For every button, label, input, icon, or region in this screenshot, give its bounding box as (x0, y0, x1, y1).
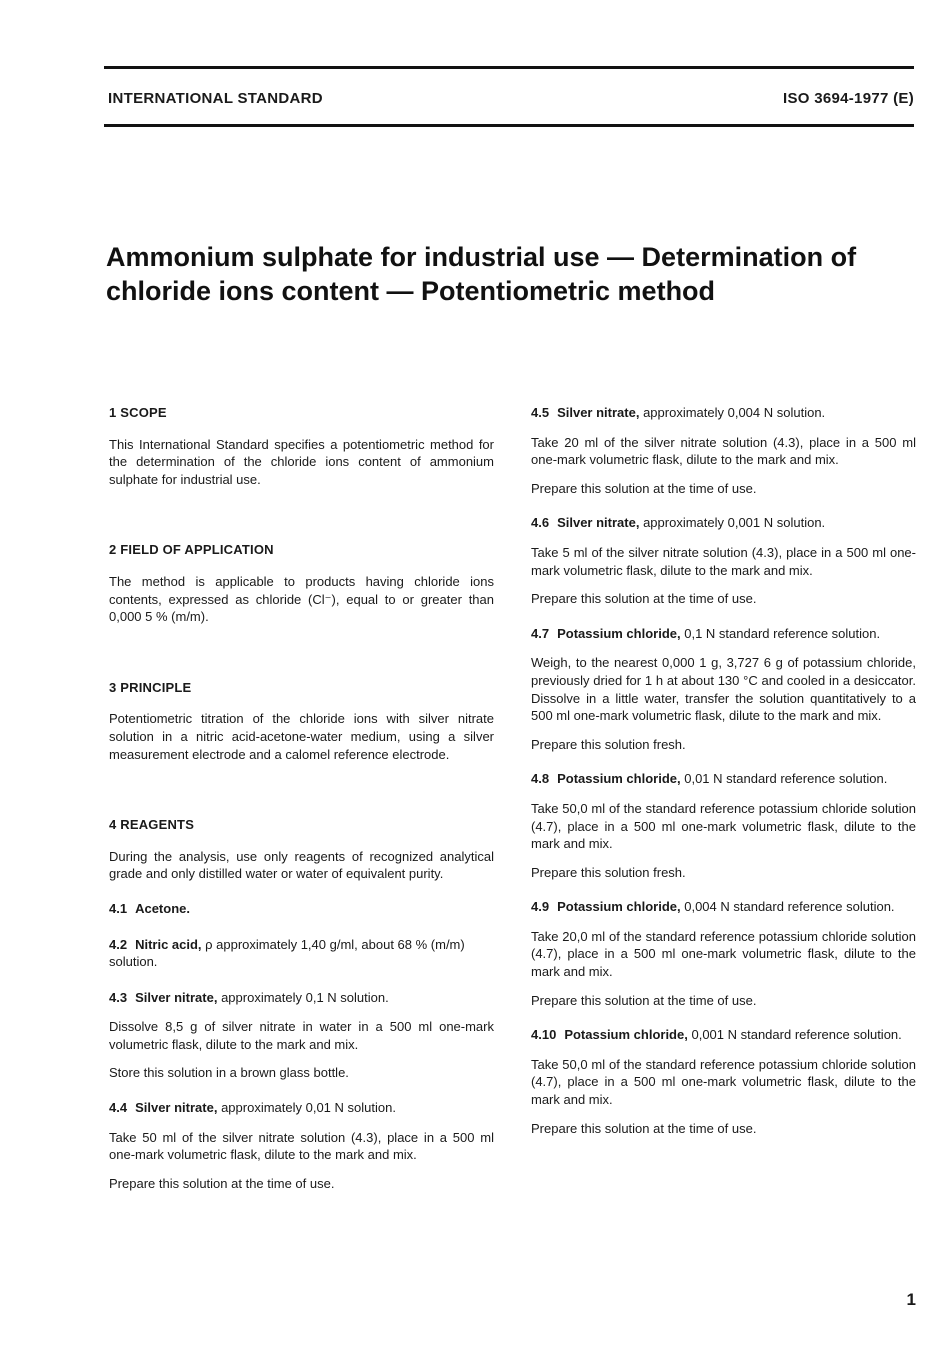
document-title (106, 240, 906, 308)
reagent-4-4-heading (109, 1099, 494, 1117)
section-heading-reagents: 4 REAGENTS (109, 817, 195, 833)
reagent-4-7-text: Weigh, to the nearest 0,000 1 g, 3,727 6 g of potassium chloride, previously dried for 1 h at about 130 °C and cooled in a desiccator. Dissolve in a little water, transfer the solution quantitatively to a 500 ml one-mark volumetric flask, dilute to the mark and mix. (531, 655, 916, 724)
reagent-name: Acetone. (135, 900, 190, 916)
section-heading-scope: 1 SCOPE (109, 405, 167, 420)
principle-text: Potentiometric titration of the chloride ions with silver nitrate solution in a nitric acid-acetone-water medium, using a silver measurement electrode and a calomel reference electrode. (109, 711, 494, 762)
reagent-number: 4.2 (109, 936, 128, 952)
reagent-description: approximately 0,1 N solution. (217, 989, 389, 1005)
reagent-4-3-note: Store this solution in a brown glass bottle. (109, 1065, 349, 1081)
reagent-name: Potassium chloride, (564, 1027, 688, 1043)
reagents-text: During the analysis, use only reagents of recognized analytical grade and only distilled water or water of equivalent purity. (109, 848, 494, 882)
header-bottom-rule (104, 124, 914, 127)
title-line-1: Ammonium sulphate for industrial use — Determination of (106, 242, 857, 272)
reagent-4-9-text: Take 20,0 ml of the standard reference potassium chloride solution (4.7), place in a 500 ml one-mark volumetric flask, dilute to the mark and mix. (531, 928, 916, 980)
reagent-description: 0,1 N standard reference solution. (680, 625, 881, 641)
reagent-4-1-heading (109, 900, 494, 918)
field-text: The method is applicable to products having chloride ions contents, expressed as chloride (Cl⁻), equal to or greater than 0,000 5 % (m/m). (109, 573, 494, 625)
header-top-rule (104, 66, 914, 69)
reagent-name: Silver nitrate, (557, 515, 640, 531)
reagent-4-5-heading (531, 404, 916, 422)
reagent-description: 0,001 N standard reference solution. (687, 1027, 902, 1043)
section-heading-field: 2 FIELD OF APPLICATION (109, 542, 274, 558)
page-number: 1 (906, 1290, 916, 1309)
reagent-4-6-note: Prepare this solution at the time of use. (531, 591, 757, 607)
reagent-4-4-note: Prepare this solution at the time of use. (109, 1175, 335, 1191)
scope-text: This International Standard specifies a potentiometric method for the determination of the chloride ions content of ammonium sulphate for industrial use. (109, 436, 494, 487)
reagent-number: 4.3 (109, 989, 128, 1005)
reagent-4-6-heading (531, 514, 916, 532)
reagent-4-10-note: Prepare this solution at the time of use. (531, 1120, 757, 1136)
reagent-4-10-heading (531, 1026, 916, 1044)
reagent-4-2-heading (109, 936, 494, 971)
reagent-description: 0,004 N standard reference solution. (680, 899, 895, 915)
left-column (109, 404, 494, 1203)
reagent-name: Silver nitrate, (557, 405, 640, 420)
reagent-4-5-text: Take 20 ml of the silver nitrate solution (4.3), place in a 500 ml one-mark volumetric flask, dilute to the mark and mix. (531, 434, 916, 468)
reagent-4-7-note: Prepare this solution fresh. (531, 736, 686, 752)
reagent-description: 0,01 N standard reference solution. (680, 771, 888, 787)
reagent-4-4-text: Take 50 ml of the silver nitrate solution (4.3), place in a 500 ml one-mark volumetric flask, dilute to the mark and mix. (109, 1129, 494, 1163)
reagent-name: Silver nitrate, (135, 989, 218, 1005)
reagent-name: Potassium chloride, (557, 625, 681, 641)
reagent-number: 4.1 (109, 900, 128, 916)
reagent-name: Potassium chloride, (557, 899, 681, 915)
reagent-description: approximately 0,01 N solution. (217, 1100, 396, 1116)
reagent-name: Potassium chloride, (557, 771, 681, 787)
standard-number: ISO 3694-1977 (E) (782, 90, 914, 107)
document-type-label: INTERNATIONAL STANDARD (108, 90, 323, 107)
right-column (531, 404, 916, 1148)
reagent-4-9-heading (531, 898, 916, 916)
reagent-number: 4.10 (531, 1027, 557, 1043)
reagent-name: Silver nitrate, (135, 1100, 218, 1116)
reagent-4-9-note: Prepare this solution at the time of use. (531, 992, 757, 1008)
reagent-number: 4.5 (531, 405, 550, 420)
section-heading-principle: 3 PRINCIPLE (109, 679, 192, 695)
reagent-description: approximately 0,001 N solution. (639, 515, 826, 531)
reagent-4-5-note: Prepare this solution at the time of use. (531, 480, 757, 496)
reagent-4-7-heading (531, 625, 916, 643)
reagent-number: 4.4 (109, 1100, 128, 1116)
reagent-4-8-text: Take 50,0 ml of the standard reference potassium chloride solution (4.7), place in a 500 ml one-mark volumetric flask, dilute to the mark and mix. (531, 800, 916, 852)
reagent-4-3-heading (109, 989, 494, 1007)
reagent-4-6-text: Take 5 ml of the silver nitrate solution (4.3), place in a 500 ml one-mark volumetric flask, dilute to the mark and mix. (531, 544, 916, 578)
reagent-number: 4.6 (531, 515, 550, 531)
reagent-4-8-heading (531, 770, 916, 788)
reagent-4-10-text: Take 50,0 ml of the standard reference potassium chloride solution (4.7), place in a 500 ml one-mark volumetric flask, dilute to the mark and mix. (531, 1056, 916, 1108)
reagent-number: 4.9 (531, 899, 550, 915)
reagent-description: approximately 0,004 N solution. (639, 405, 826, 420)
reagent-number: 4.7 (531, 625, 550, 641)
reagent-4-8-note: Prepare this solution fresh. (531, 864, 686, 880)
title-line-2: chloride ions content — Potentiometric method (106, 276, 716, 306)
reagent-4-3-text: Dissolve 8,5 g of silver nitrate in water in a 500 ml one-mark volumetric flask, dilute to the mark and mix. (109, 1019, 494, 1052)
reagent-description: ρ approximately 1,40 g/ml, about 68 % (m/m) solution. (109, 936, 465, 970)
reagent-name: Nitric acid, (135, 936, 202, 952)
reagent-number: 4.8 (531, 771, 550, 787)
